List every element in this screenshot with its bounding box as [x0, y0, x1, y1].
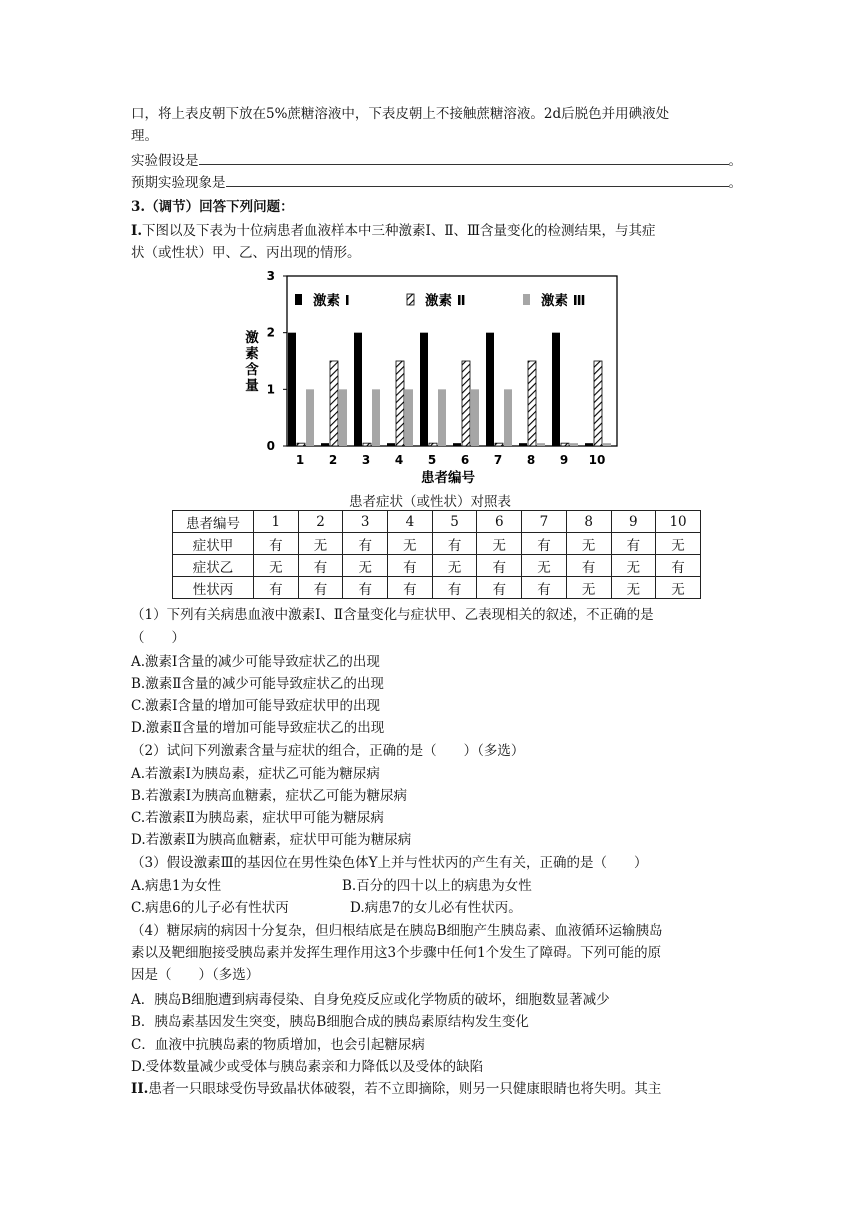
bar-2 [495, 443, 503, 446]
y-axis-label [245, 329, 259, 394]
table-cell: 有 [611, 533, 656, 555]
legend-label: 激素 Ⅰ [313, 293, 350, 309]
bar-3 [537, 443, 545, 446]
y-tick-label: 3 [266, 269, 275, 283]
part1-prefix: I. [131, 223, 143, 239]
y-tick-label: 0 [266, 439, 275, 453]
x-tick-label: 2 [328, 453, 338, 467]
q3-options-cd [131, 897, 522, 919]
table-cell: 有 [254, 533, 299, 555]
bar-3 [405, 389, 413, 446]
table-cell: 无 [656, 577, 701, 599]
table-cell: 无 [656, 533, 701, 555]
table-cell: 有 [522, 533, 567, 555]
q3-option-b: B.百分的四十以上的病患为女性 [342, 878, 532, 894]
bar-3 [504, 389, 512, 446]
table-cell: 有 [656, 555, 701, 577]
table-header-row [173, 511, 701, 533]
table-cell: 有 [432, 577, 477, 599]
bar-1 [585, 443, 593, 446]
q3-option-c: C.病患6的儿子必有性状丙 [131, 900, 289, 916]
hormone-bar-chart [240, 268, 620, 490]
q4-option-c: C．血液中抗胰岛素的物质增加，也会引起糖尿病 [131, 1037, 425, 1053]
q1-option-d: D.激素Ⅱ含量的增加可能导致症状乙的出现 [131, 720, 385, 736]
bar-3 [438, 389, 446, 446]
x-tick-label: 4 [394, 453, 404, 467]
q2-option-b: B.若激素Ⅰ为胰高血糖素，症状乙可能为糖尿病 [131, 788, 408, 804]
y-tick-label: 1 [266, 382, 275, 397]
table-cell: 有 [522, 577, 567, 599]
table-cell: 无 [298, 533, 343, 555]
table-cell: 5 [432, 511, 477, 533]
table-cell: 10 [656, 511, 701, 533]
x-tick-label: 3 [361, 453, 371, 467]
x-tick-label: 7 [493, 453, 503, 467]
part2-prefix: II. [131, 1081, 149, 1097]
bar-1 [387, 443, 395, 446]
q4-stem: （4）糖尿病的病因十分复杂，但归根结底是在胰岛B细胞产生胰岛素、血液循环运输胰岛 [131, 923, 663, 939]
intro-line: 口，将上表皮朝下放在5%蔗糖溶液中，下表皮朝上不接触蔗糖溶液。2d后脱色并用碘液处 [131, 106, 670, 122]
table-cell: 无 [477, 533, 522, 555]
x-axis-label: 患者编号 [421, 470, 475, 486]
x-tick-label: 8 [526, 453, 536, 467]
q1-option-c: C.激素Ⅰ含量的增加可能导致症状甲的出现 [131, 698, 380, 714]
table-cell: 有 [477, 577, 522, 599]
table-cell: 8 [566, 511, 611, 533]
x-tick-labels [296, 453, 606, 467]
table-cell: 无 [388, 533, 433, 555]
x-tick-label: 9 [559, 453, 569, 467]
table-cell: 3 [343, 511, 388, 533]
q4-option-b: B．胰岛素基因发生突变，胰岛B细胞合成的胰岛素原结构发生变化 [131, 1014, 529, 1030]
table-cell: 有 [254, 577, 299, 599]
end-mark: 。 [728, 175, 742, 191]
bar-2 [363, 443, 371, 446]
table-cell: 无 [566, 533, 611, 555]
bar-1 [453, 443, 461, 446]
bar-3 [603, 443, 611, 446]
x-tick-label: 6 [460, 453, 470, 467]
table-cell: 有 [432, 533, 477, 555]
bar-3 [570, 443, 578, 446]
part1-intro [131, 220, 656, 242]
table-cell: 2 [298, 511, 343, 533]
end-mark: 。 [728, 153, 742, 169]
hypothesis-blank[interactable] [199, 150, 729, 165]
table-cell: 有 [388, 555, 433, 577]
table-cell: 1 [254, 511, 299, 533]
bar-1 [321, 443, 329, 446]
table-row [173, 555, 701, 577]
q3-stem: （3）假设激素Ⅲ的基因位在男性染色体Y上并与性状丙的产生有关，正确的是（ ） [131, 855, 648, 871]
intro-line: 理。 [131, 128, 158, 144]
table-cell: 无 [343, 555, 388, 577]
table-cell: 4 [388, 511, 433, 533]
q1-option-b: B.激素Ⅱ含量的减少可能导致症状乙的出现 [131, 676, 384, 692]
table-cell: 无 [611, 555, 656, 577]
part1-intro-text: 下图以及下表为十位病患者血液样本中三种激素Ⅰ、Ⅱ、Ⅲ含量变化的检测结果，与其症 [142, 223, 656, 239]
q2-option-d: D.若激素Ⅱ为胰高血糖素，症状甲可能为糖尿病 [131, 832, 412, 848]
legend-label: 激素 Ⅱ [425, 293, 466, 309]
bar-2 [462, 361, 470, 446]
bar-1 [354, 333, 362, 446]
bar-1 [420, 333, 428, 446]
q4-option-d: D.受体数量减少或受体与胰岛素亲和力降低以及受体的缺陷 [131, 1059, 484, 1075]
bar-1 [519, 443, 527, 446]
part1-intro-cont: 状（或性状）甲、乙、丙出现的情形。 [131, 245, 361, 261]
hypothesis-line [131, 150, 742, 172]
table-cell: 7 [522, 511, 567, 533]
q1-stem: （1）下列有关病患血液中激素Ⅰ、Ⅱ含量变化与症状甲、乙表现相关的叙述，不正确的是 [131, 607, 654, 623]
phenomenon-line [131, 172, 742, 194]
phenomenon-label: 预期实验现象是 [131, 175, 226, 191]
table-cell: 有 [388, 577, 433, 599]
bar-2 [396, 361, 404, 446]
table-cell: 9 [611, 511, 656, 533]
hypothesis-label: 实验假设是 [131, 153, 199, 169]
part2-intro [131, 1078, 661, 1100]
x-tick-label: 10 [588, 453, 606, 467]
q4-stem-cont: 因是（ ）（多选） [131, 967, 260, 983]
question-3-title: 3.（调节）回答下列问题： [131, 199, 294, 215]
bar-3 [339, 389, 347, 446]
bar-2 [594, 361, 602, 446]
q2-option-c: C.若激素Ⅱ为胰岛素，症状甲可能为糖尿病 [131, 810, 384, 826]
table-cell: 有 [343, 533, 388, 555]
y-axis-label-text: 激素含量 [245, 330, 259, 394]
chart-bars [288, 333, 611, 446]
table-cell: 有 [343, 577, 388, 599]
table-cell: 性状丙 [173, 577, 254, 599]
part2-text: 患者一只眼球受伤导致晶状体破裂，若不立即摘除，则另一只健康眼睛也将失明。其主 [148, 1081, 662, 1097]
q1-stem-blank: （ ） [131, 630, 185, 646]
bar-3 [372, 389, 380, 446]
table-cell: 无 [522, 555, 567, 577]
table-cell: 患者编号 [173, 511, 254, 533]
q3-option-a: A.病患1为女性 [131, 878, 222, 894]
q3-options-ab [131, 875, 532, 897]
bar-2 [330, 361, 338, 446]
chart-legend [295, 292, 585, 309]
x-tick-label: 5 [427, 453, 437, 467]
table-cell: 有 [298, 577, 343, 599]
bar-1 [552, 333, 560, 446]
table-cell: 无 [611, 577, 656, 599]
table-cell: 有 [566, 555, 611, 577]
bar-3 [471, 389, 479, 446]
q4-option-a: A．胰岛B细胞遭到病毒侵染、自身免疫反应或化学物质的破坏，细胞数显著减少 [131, 992, 610, 1008]
bar-1 [288, 333, 296, 446]
bar-2 [429, 443, 437, 446]
q2-stem: （2）试问下列激素含量与症状的组合，正确的是（ ）（多选） [131, 743, 525, 759]
table-cell: 症状甲 [173, 533, 254, 555]
table-cell: 无 [254, 555, 299, 577]
table-cell: 6 [477, 511, 522, 533]
bar-1 [486, 333, 494, 446]
q3-option-d: D.病患7的女儿必有性状丙。 [350, 900, 522, 916]
phenomenon-blank[interactable] [226, 172, 729, 187]
q2-option-a: A.若激素Ⅰ为胰岛素，症状乙可能为糖尿病 [131, 766, 380, 782]
q1-option-a: A.激素Ⅰ含量的减少可能导致症状乙的出现 [131, 654, 380, 670]
y-tick-labels [267, 269, 275, 453]
legend-swatch-1 [295, 294, 302, 305]
table-caption: 患者症状（或性状）对照表 [349, 494, 511, 510]
table-cell: 无 [432, 555, 477, 577]
legend-swatch-2 [407, 294, 414, 305]
legend-swatch-3 [523, 294, 530, 305]
table-cell: 无 [566, 577, 611, 599]
bar-2 [528, 361, 536, 446]
table-cell: 症状乙 [173, 555, 254, 577]
q4-stem-cont: 素以及靶细胞接受胰岛素并发挥生理作用这3个步骤中任何1个发生了障碍。下列可能的原 [131, 945, 662, 961]
legend-label: 激素 Ⅲ [541, 293, 586, 309]
table-cell: 有 [298, 555, 343, 577]
x-tick-label: 1 [295, 453, 305, 467]
y-tick-label: 2 [266, 325, 275, 340]
table-cell: 有 [477, 555, 522, 577]
table-row [173, 533, 701, 555]
table-row [173, 577, 701, 599]
bar-2 [561, 443, 569, 446]
bar-2 [297, 443, 305, 446]
symptom-table [172, 510, 701, 599]
bar-3 [306, 389, 314, 446]
